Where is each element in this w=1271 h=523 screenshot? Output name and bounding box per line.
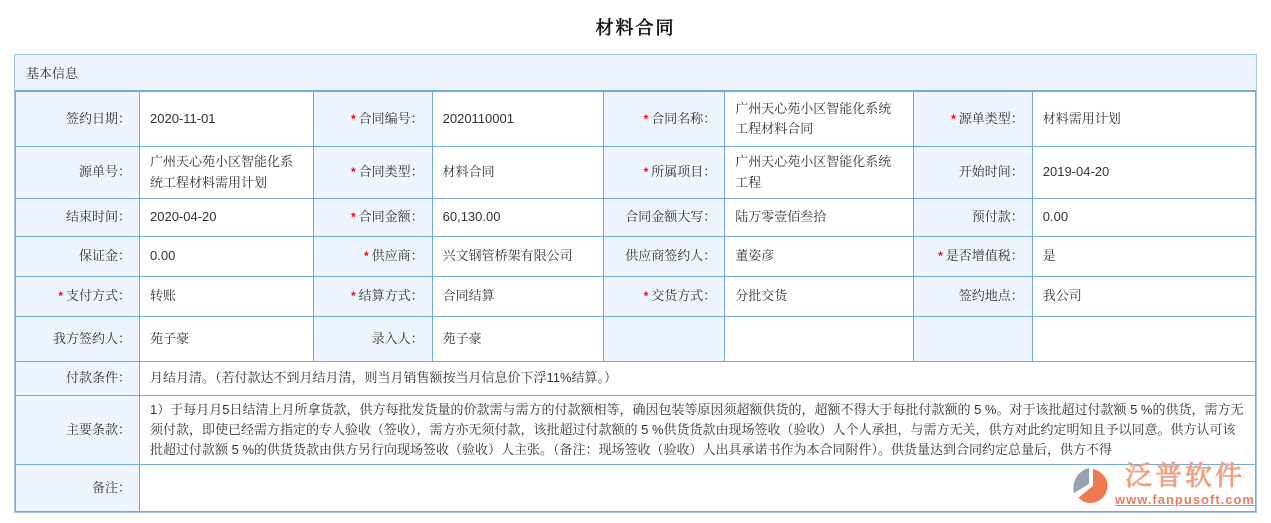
field-label: 备注： bbox=[91, 480, 131, 496]
field-label: 合同名称： bbox=[651, 110, 717, 126]
field-label-cell bbox=[16, 396, 140, 465]
field-label-cell bbox=[313, 92, 432, 147]
required-marker: * bbox=[58, 289, 63, 304]
field-value: 0.00 bbox=[1032, 199, 1255, 237]
basic-info-table bbox=[15, 91, 1256, 512]
field-label-cell bbox=[913, 92, 1032, 147]
field-value: 材料需用计划 bbox=[1032, 92, 1255, 147]
field-value bbox=[725, 317, 913, 362]
required-marker: * bbox=[643, 165, 649, 180]
field-value: 我公司 bbox=[1032, 277, 1255, 317]
basic-info-header: 基本信息 bbox=[15, 55, 1256, 91]
field-label: 合同金额大写： bbox=[625, 209, 717, 225]
field-label: 支付方式： bbox=[65, 288, 131, 304]
required-marker: * bbox=[938, 249, 943, 264]
field-value: 1）于每月月5日结清上月所拿货款，供方每批发货量的价款需与需方的付款额相等，确因包装等原因须超额供货的，超额不得大于每批付款额的 5 %。对于该批超过付款额 5 %的供货，需方无须付款，即使已经需方指定的专人验收（签收），需方亦无须付款，该批超过付款额的 5 %供货货款由现场签收（验收）人个人承担，与需方无关，供方对此约定明知且予以同意。供方认可该批超过付款额 5 %的供货货款由供方另行向现场签收（验收）人主张。（备注：现场签收（验收）人出具承诺书作为本合同附件）。供货量达到合同约定总量后，供方不得 bbox=[140, 396, 1256, 465]
field-value: 是 bbox=[1032, 237, 1255, 277]
fanpu-logo-icon bbox=[1071, 466, 1111, 506]
field-value: 董姿彦 bbox=[725, 237, 913, 277]
form-row bbox=[16, 237, 1256, 277]
field-value: 广州天心苑小区智能化系统工程材料需用计划 bbox=[140, 147, 314, 199]
field-label-cell bbox=[603, 147, 725, 199]
field-label-cell bbox=[913, 147, 1032, 199]
field-label-cell bbox=[16, 465, 140, 512]
field-label: 主要条款： bbox=[65, 422, 131, 438]
field-value: 转账 bbox=[140, 277, 314, 317]
field-label: 源单号： bbox=[78, 164, 131, 180]
field-label: 供应商签约人： bbox=[625, 248, 717, 264]
field-label: 源单类型： bbox=[958, 110, 1024, 126]
fanpu-logo-url[interactable]: www.fanpusoft.com bbox=[1114, 491, 1255, 507]
field-label: 付款条件： bbox=[65, 370, 131, 386]
field-label: 交货方式： bbox=[651, 288, 717, 304]
field-value: 合同结算 bbox=[432, 277, 603, 317]
required-marker: * bbox=[350, 210, 356, 225]
required-marker: * bbox=[363, 249, 369, 264]
field-label-cell bbox=[603, 277, 725, 317]
field-label-cell bbox=[16, 237, 140, 277]
field-label: 结算方式： bbox=[358, 288, 424, 304]
field-label: 合同类型： bbox=[358, 164, 424, 180]
field-label-cell bbox=[913, 277, 1032, 317]
field-label-cell bbox=[913, 317, 1032, 362]
field-label-cell bbox=[16, 277, 140, 317]
field-label-cell bbox=[313, 317, 432, 362]
form-row bbox=[16, 317, 1256, 362]
required-marker: * bbox=[350, 289, 356, 304]
field-label-cell bbox=[16, 147, 140, 199]
field-label: 是否增值税： bbox=[945, 248, 1024, 264]
field-value bbox=[1032, 317, 1255, 362]
field-label-cell bbox=[16, 199, 140, 237]
form-row bbox=[16, 199, 1256, 237]
field-label: 预付款： bbox=[971, 209, 1024, 225]
field-value: 苑子豪 bbox=[432, 317, 603, 362]
field-label-cell bbox=[603, 92, 725, 147]
field-label: 开始时间： bbox=[958, 164, 1024, 180]
field-label-cell bbox=[313, 199, 432, 237]
field-value: 广州天心苑小区智能化系统工程 bbox=[725, 147, 913, 199]
field-label-cell bbox=[913, 237, 1032, 277]
field-value: 苑子豪 bbox=[140, 317, 314, 362]
field-label: 供应商： bbox=[371, 248, 424, 264]
field-value: 兴文钢管桥架有限公司 bbox=[432, 237, 603, 277]
field-value: 材料合同 bbox=[432, 147, 603, 199]
basic-info-panel bbox=[14, 54, 1257, 513]
field-label: 合同金额： bbox=[358, 209, 424, 225]
field-label-cell bbox=[603, 199, 725, 237]
field-label: 保证金： bbox=[78, 248, 131, 264]
required-marker: * bbox=[350, 111, 356, 126]
field-label-cell bbox=[16, 317, 140, 362]
field-label-cell bbox=[913, 199, 1032, 237]
field-value: 2020110001 bbox=[432, 92, 603, 147]
form-row bbox=[16, 277, 1256, 317]
field-label: 签约日期： bbox=[65, 110, 131, 126]
field-label: 结束时间： bbox=[65, 209, 131, 225]
field-value: 2020-11-01 bbox=[140, 92, 314, 147]
field-label-cell bbox=[16, 362, 140, 396]
field-value: 2019-04-20 bbox=[1032, 147, 1255, 199]
basic-info-table-body bbox=[16, 92, 1256, 512]
field-label: 我方签约人： bbox=[52, 330, 131, 346]
form-wide-row bbox=[16, 396, 1256, 465]
field-value: 2020-04-20 bbox=[140, 199, 314, 237]
field-value: 广州天心苑小区智能化系统工程材料合同 bbox=[725, 92, 913, 147]
field-label-cell bbox=[313, 237, 432, 277]
required-marker: * bbox=[350, 165, 356, 180]
required-marker: * bbox=[643, 111, 649, 126]
field-label-cell bbox=[16, 92, 140, 147]
field-value: 分批交货 bbox=[725, 277, 913, 317]
form-row bbox=[16, 92, 1256, 147]
form-wide-row bbox=[16, 465, 1256, 512]
fanpu-logo-text: 泛普软件 bbox=[1124, 461, 1245, 491]
field-label: 所属项目： bbox=[651, 164, 717, 180]
field-value: 陆万零壹佰叁拾 bbox=[725, 199, 913, 237]
form-wide-row bbox=[16, 362, 1256, 396]
field-label: 合同编号： bbox=[358, 110, 424, 126]
field-value: 60,130.00 bbox=[432, 199, 603, 237]
field-label-cell bbox=[313, 147, 432, 199]
field-value: 0.00 bbox=[140, 237, 314, 277]
required-marker: * bbox=[643, 289, 649, 304]
field-label-cell bbox=[603, 317, 725, 362]
field-value: 月结月清。（若付款达不到月结月清，则当月销售额按当月信息价下浮11%结算。） bbox=[140, 362, 1256, 396]
field-label: 录入人： bbox=[371, 330, 424, 346]
form-row bbox=[16, 147, 1256, 199]
required-marker: * bbox=[951, 111, 956, 126]
fanpu-logo[interactable] bbox=[1071, 462, 1255, 507]
field-label-cell bbox=[313, 277, 432, 317]
field-label: 签约地点： bbox=[958, 288, 1024, 304]
field-label-cell bbox=[603, 237, 725, 277]
page-title: 材料合同 bbox=[595, 18, 676, 38]
